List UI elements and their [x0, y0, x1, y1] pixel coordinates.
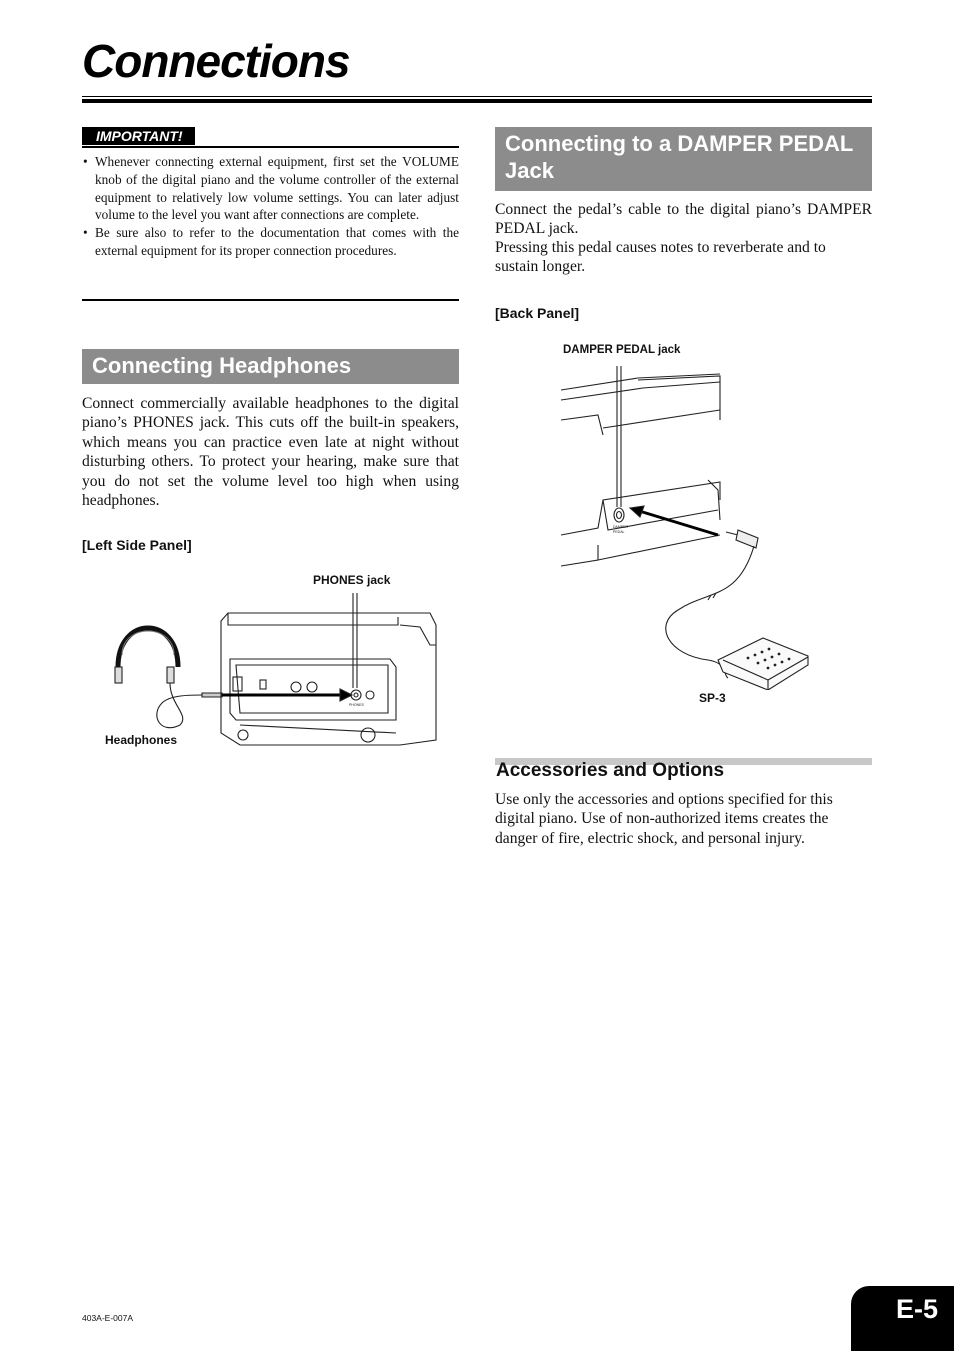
damper-body-2: Pressing this pedal causes notes to reverberate and to sustain longer.	[495, 239, 826, 276]
phones-panel-text: PHONES	[349, 703, 364, 707]
damper-body-1: Connect the pedal’s cable to the digital piano’s DAMPER PEDAL jack.	[495, 201, 872, 238]
sp3-label: SP-3	[699, 691, 726, 705]
important-tag: IMPORTANT!	[82, 127, 195, 145]
title-rule-thin	[82, 96, 872, 97]
phones-jack-label: PHONES jack	[313, 573, 391, 587]
important-list	[82, 153, 459, 260]
title-rule-thick	[82, 99, 872, 103]
important-notice	[82, 127, 459, 260]
accessories-body: Use only the accessories and options specified for this digital piano. Use of non-authorized items creates the danger of fire, electric shock, and personal injury.	[495, 791, 833, 847]
damper-panel-text-1: DAMPER	[613, 525, 628, 529]
section-heading-damper: Connecting to a DAMPER PEDAL Jack	[495, 127, 872, 191]
headphones-label: Headphones	[105, 733, 178, 747]
left-side-panel-label: [Left Side Panel]	[82, 537, 192, 553]
back-panel-label: [Back Panel]	[495, 305, 580, 321]
left-side-panel-illustration	[100, 585, 445, 755]
important-item: • Whenever connecting external equipment, first set the VOLUME knob of the digital piano and the volume controller of the external equipment to relatively low volume settings. You can later adjust volume to the level you want after connections are complete.	[82, 153, 459, 224]
important-item: • Be sure also to refer to the documentation that comes with the external equipment for its proper connection procedures.	[82, 224, 459, 260]
important-top-rule	[82, 146, 459, 148]
damper-panel-text-2: PEDAL	[613, 530, 625, 534]
damper-pedal-jack-label: DAMPER PEDAL jack	[563, 344, 681, 356]
page-number-tab: E-5	[851, 1286, 954, 1351]
headphones-body: Connect commercially available headphones to the digital piano’s PHONES jack. This cuts off the built-in speakers, which means you can practice even late at night without disturbing others. To protect your hearing, make sure that you do not set the volume level too high when using headphones.	[82, 395, 459, 510]
important-bottom-rule	[82, 299, 459, 301]
page-title: Connections	[82, 35, 350, 87]
section-heading-headphones: Connecting Headphones	[82, 349, 459, 384]
footer-code: 403A-E-007A	[82, 1313, 134, 1323]
accessories-heading: Accessories and Options	[496, 760, 725, 781]
back-panel-illustration	[558, 360, 818, 690]
